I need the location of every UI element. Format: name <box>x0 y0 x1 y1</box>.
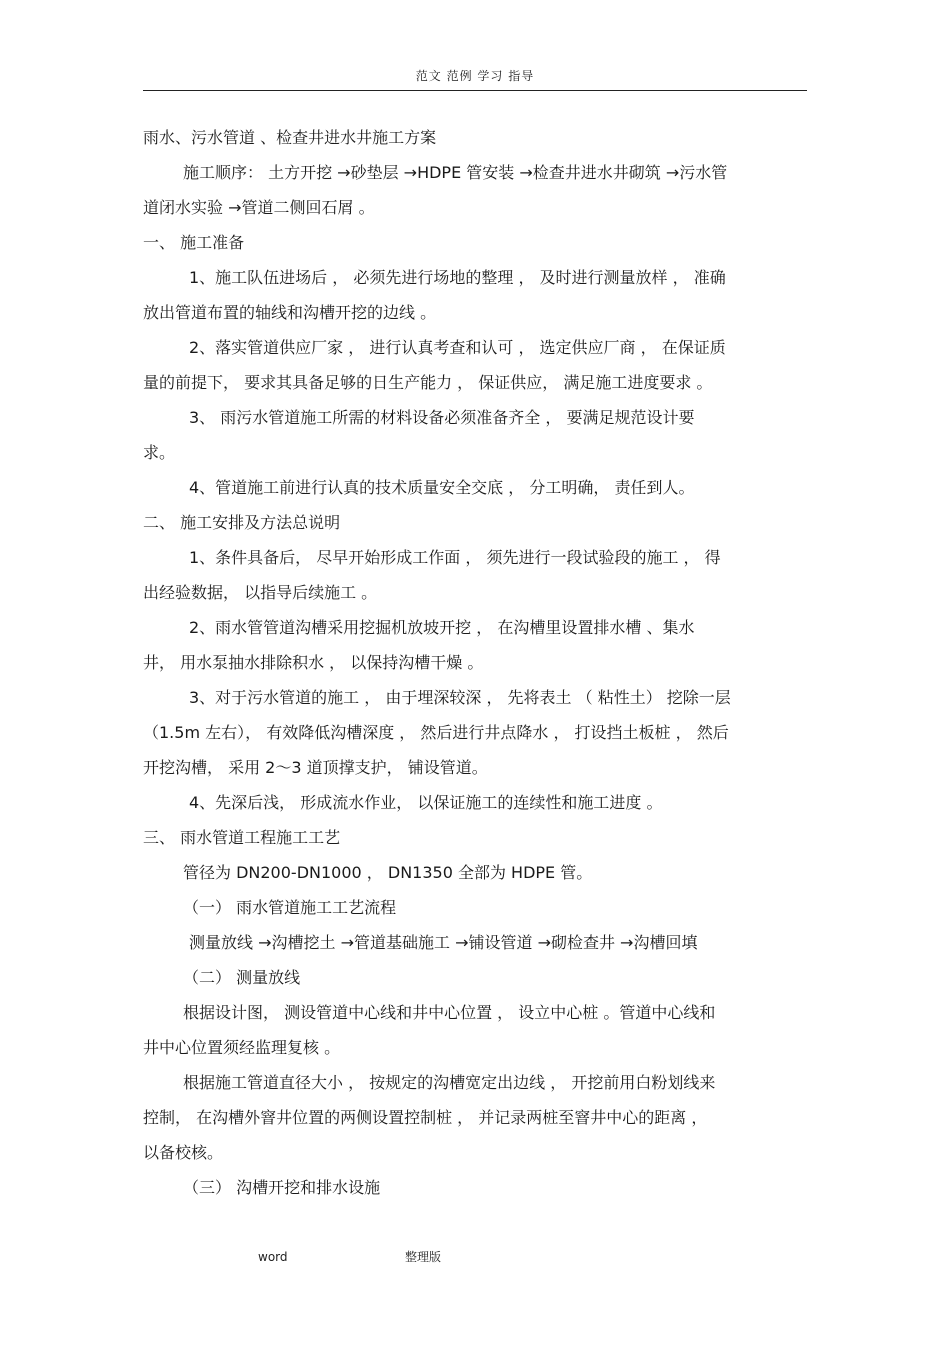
paragraph-line: 量的前提下， 要求其具备足够的日生产能力 ， 保证供应， 满足施工进度要求 。 <box>143 373 713 392</box>
process-flow: 测量放线 →沟槽挖土 →管道基础施工 →铺设管道 →砌检查井 →沟槽回填 <box>189 933 698 952</box>
subsection-heading-1: （一） 雨水管道施工工艺流程 <box>183 898 397 917</box>
subsection-heading-3: （三） 沟槽开挖和排水设施 <box>183 1178 381 1197</box>
paragraph-line: 4、管道施工前进行认真的技术质量安全交底 ， 分工明确， 责任到人。 <box>189 478 695 497</box>
paragraph-line: 出经验数据， 以指导后续施工 。 <box>143 583 378 602</box>
pipe-note: 管径为 DN200-DN1000 ， DN1350 全部为 HDPE 管。 <box>183 863 593 882</box>
paragraph-line: 开挖沟槽， 采用 2～3 道顶撑支护， 铺设管道。 <box>143 758 488 777</box>
section-heading-3: 三、 雨水管道工程施工工艺 <box>143 828 341 847</box>
subsection-heading-2: （二） 测量放线 <box>183 968 301 987</box>
paragraph-line: 井中心位置须经监理复核 。 <box>143 1038 341 1057</box>
paragraph-line: 2、雨水管管道沟槽采用挖掘机放坡开挖 ， 在沟槽里设置排水槽 、集水 <box>189 618 695 637</box>
paragraph-line: 控制， 在沟槽外窨井位置的两侧设置控制桩 ， 并记录两桩至窨井中心的距离 ， <box>143 1108 708 1127</box>
paragraph-line: 3、 雨污水管道施工所需的材料设备必须准备齐全 ， 要满足规范设计要 <box>189 408 695 427</box>
footer-right: 整理版 <box>405 1250 442 1264</box>
sequence-line-1: 施工顺序： 土方开挖 →砂垫层 →HDPE 管安装 →检查井进水井砌筑 →污水管 <box>183 163 728 182</box>
paragraph-line: 4、先深后浅， 形成流水作业， 以保证施工的连续性和施工进度 。 <box>189 793 663 812</box>
paragraph-line: 井， 用水泵抽水排除积水 ， 以保持沟槽干燥 。 <box>143 653 484 672</box>
paragraph-line: 根据设计图， 测设管道中心线和井中心位置 ， 设立中心桩 。管道中心线和 <box>183 1003 716 1022</box>
section-heading-1: 一、 施工准备 <box>143 233 245 252</box>
paragraph-line: 根据施工管道直径大小 ， 按规定的沟槽宽定出边线 ， 开挖前用白粉划线来 <box>183 1073 716 1092</box>
paragraph-line: 2、落实管道供应厂家 ， 进行认真考查和认可 ， 选定供应厂商 ， 在保证质 <box>189 338 726 357</box>
page-header: 范文 范例 学习 指导 <box>143 66 807 91</box>
footer-left: word <box>258 1250 288 1264</box>
paragraph-line: 放出管道布置的轴线和沟槽开挖的边线 。 <box>143 303 437 322</box>
document-title: 雨水、污水管道 、检查井进水井施工方案 <box>143 128 437 147</box>
document-body <box>143 120 807 1205</box>
paragraph-line: （1.5m 左右）， 有效降低沟槽深度 ， 然后进行井点降水 ， 打设挡土板桩 ， 然后 <box>143 723 729 742</box>
sequence-line-2: 道闭水实验 →管道二侧回石屑 。 <box>143 198 375 217</box>
section-heading-2: 二、 施工安排及方法总说明 <box>143 513 341 532</box>
paragraph-line: 1、条件具备后， 尽早开始形成工作面 ， 须先进行一段试验段的施工 ， 得 <box>189 548 721 567</box>
paragraph-line: 3、对于污水管道的施工 ， 由于埋深较深 ， 先将表土 （ 粘性土） 挖除一层 <box>189 688 731 707</box>
paragraph-line: 求。 <box>143 443 176 462</box>
paragraph-line: 1、施工队伍进场后 ， 必须先进行场地的整理 ， 及时进行测量放样 ， 准确 <box>189 268 726 287</box>
paragraph-line: 以备校核。 <box>143 1143 224 1162</box>
